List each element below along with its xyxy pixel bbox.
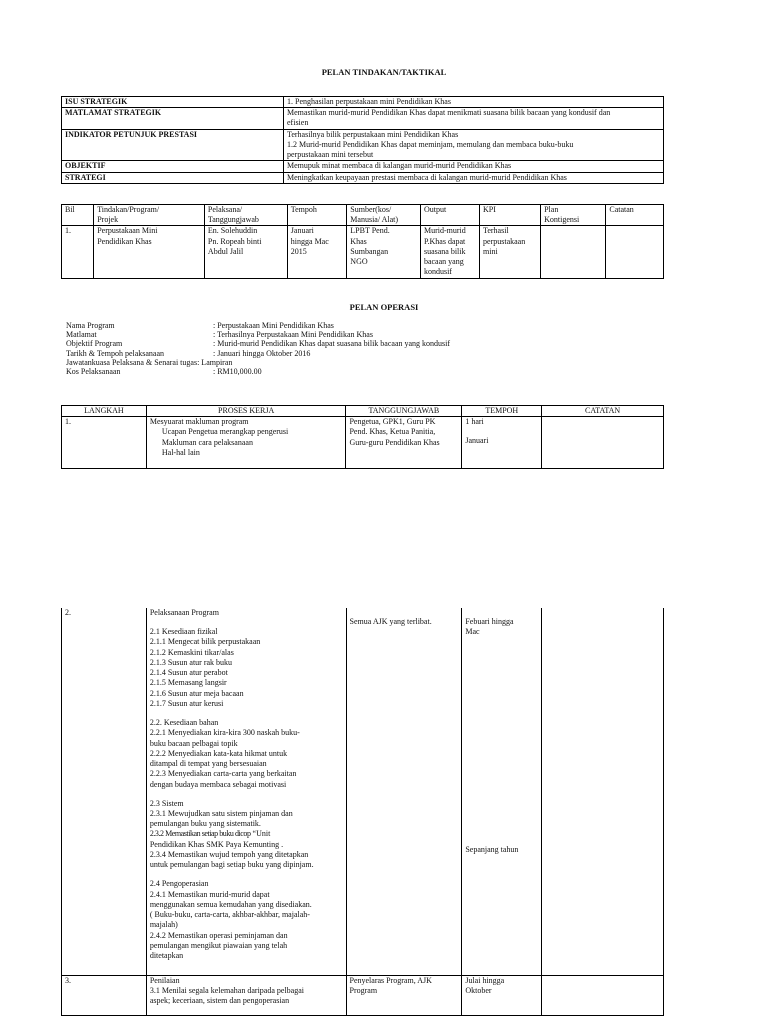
responsibility-line: Penyelaras Program, AJK [349,975,432,985]
strategic-value [284,108,664,129]
process-line: Mesyuarat makluman program [149,417,249,427]
strategic-value [284,97,664,108]
header-line: Kontigensi [544,215,580,225]
process-line: Pendidikan Khas SMK Paya Kemunting . [149,839,284,849]
action-header-cell [287,205,347,226]
info-label: Kos Pelaksanaan [66,367,121,377]
process-line: majalah) [149,920,178,930]
header-line: Catatan [609,205,634,214]
strategic-value [284,172,664,183]
responsibility-line: Semua AJK yang terlibat. [349,617,432,626]
strategic-row [62,161,664,172]
strategic-row [62,129,664,161]
info-row [66,358,450,367]
process-line-compressed: 2.3.2 Memastikan setiap buku dicop [149,829,251,839]
cell-line: perpustakaan [483,236,526,246]
table-row [62,226,664,278]
responsibility-line: Program [349,985,378,995]
operation-table-continued [61,608,664,1016]
info-row [66,321,450,330]
cell-line: NGO [350,257,368,267]
step-duration [462,417,542,469]
strategic-value [284,161,664,172]
action-cell [347,226,421,278]
header-line: Output [423,205,447,214]
step-number: 3. [62,975,147,1015]
strategic-table [61,96,664,184]
action-cell [541,226,606,278]
step-notes [542,608,664,975]
step-notes [542,417,664,469]
cell-line: Abdul Jalil [207,246,244,256]
process-line: 2.3.4 Memastikan wujud tempoh yang ditetapkan [149,849,309,859]
process-line: 2.1.2 Kemaskini tikar/alas [149,647,234,657]
info-value: : RM10,000.00 [213,367,262,377]
duration-line: 1 hari [465,417,484,427]
responsibility-line: Pengetua, GPK1, Guru PK [349,417,436,427]
process-line: 2.2.2 Menyediakan kata-kata hikmat untuk [149,748,288,758]
header-line: Projek [97,215,119,225]
strategic-value-line: 1. Penghasilan perpustakaan mini Pendidikan Khas [287,97,451,106]
process-line: untuk pemulangan bagi setiap buku yang dipinjam. [149,860,314,870]
info-label: Tarikh & Tempoh pelaksanaan [66,348,165,358]
process-line: 2.1.7 Susun atur kerusi [149,698,224,708]
info-value: : Januari hingga Oktober 2016 [213,348,311,358]
step-responsibility [346,975,462,1015]
step-process [146,608,346,975]
action-cell [420,226,479,278]
table-row [62,417,664,469]
info-row [66,339,450,348]
cell-line: suasana bilik [423,246,466,256]
strategic-row [62,108,664,129]
strategic-value-line: efisien [287,118,309,128]
info-value: : Perpustakaan Mini Pendidikan Khas [213,321,334,330]
cell-line: Terhasil [483,226,509,236]
step-duration [462,608,542,975]
action-cell [606,226,664,278]
cell-line: En. Solehuddin [207,226,258,236]
header-line: Bil [65,205,75,214]
cell-line: hingga Mac [290,236,329,246]
operation-header-cell: CATATAN [542,406,664,417]
action-header-cell [606,205,664,226]
action-cell [480,226,541,278]
info-label: Jawatankuasa Pelaksana & Senarai tugas [66,357,198,367]
strategic-label: ISU STRATEGIK [62,97,284,108]
strategic-label: OBJEKTIF [62,161,284,172]
program-info [66,321,450,376]
action-cell [62,226,94,278]
process-line: Makluman cara pelaksanaan [161,437,253,447]
cell-line: Sumbangan [350,246,389,256]
table-row [62,608,664,975]
step-number: 2. [62,608,147,975]
header-line: KPI [483,205,496,214]
strategic-value [284,129,664,161]
duration-line: Mac [465,627,480,637]
process-line: 2.1 Kesediaan fizikal [149,627,218,637]
action-cell [204,226,287,278]
step-duration [462,975,542,1015]
step-number: 1. [62,417,147,469]
step-responsibility [346,417,462,469]
info-row [66,330,450,339]
cell-line: mini [483,246,498,256]
action-header-cell [62,205,94,226]
strategic-value-line: Memupuk minat membaca di kalangan murid-murid Pendidikan Khas [287,161,512,171]
cell-line: kondusif [423,267,452,277]
action-plan-table [61,204,664,279]
duration-line: Oktober [465,985,492,995]
action-header-cell [480,205,541,226]
responsibility-line: Guru-guru Pendidikan Khas [349,437,440,447]
strategic-label: INDIKATOR PETUNJUK PRESTASI [62,129,284,161]
header-line: Pelaksana/ [207,205,243,214]
process-line: dengan budaya membaca sebagai motivasi [149,779,287,789]
process-line: Ucapan Pengetua merangkap pengerusi [161,427,289,437]
header-line: Plan [544,205,559,214]
cell-line: Murid-murid [423,226,466,236]
process-line: 2.1.1 Mengecat bilik perpustakaan [149,637,261,647]
strategic-row [62,97,664,108]
cell-line: P.Khas dapat [423,236,466,246]
duration-line: Januari [465,436,489,446]
strategic-value-line: Memastikan murid-murid Pendidikan Khas dapat menikmati suasana bilik bacaan yang kondusif dan [287,108,611,118]
header-line: Tindakan/Program/ [97,205,160,214]
process-line: “Unit [252,829,271,839]
duration-line: Sepanjang tahun [465,845,519,855]
process-line: 2.1.6 Susun atur meja bacaan [149,688,244,698]
process-line: 2.4 Pengoperasian [149,879,209,889]
process-line: 3.1 Menilai segala kelemahan daripada pelbagai [149,985,304,995]
action-header-cell [204,205,287,226]
strategic-value-line: Terhasilnya bilik perpustakaan mini Pendidikan Khas [287,129,459,139]
process-line: aspek; keceriaan, sistem dan pengoperasian [149,995,290,1005]
process-line: menggunakan semua kemudahan yang disediakan. [149,899,312,909]
info-row [66,349,450,358]
step-process [146,417,346,469]
info-value: : Terhasilnya Perpustakaan Mini Pendidikan Khas [213,330,373,340]
info-label: Matlamat [66,330,97,340]
strategic-value-line: 1.2 Murid-murid Pendidikan Khas dapat meminjam, memulang dan membaca buku-buku [287,139,574,149]
step-responsibility [346,608,462,975]
strategic-value-line: perpustakaan mini tersebut [287,150,374,160]
operation-table-top [61,405,664,469]
process-line: pemulangan mengikut piawaian yang telah [149,940,288,950]
process-line: Penilaian [149,975,180,985]
step-process [146,975,346,1015]
process-heading: Pelaksanaan Program [149,608,219,617]
operation-plan-title: PELAN OPERASI [349,302,419,312]
action-cell [94,226,205,278]
duration-line: Julai hingga [465,975,505,985]
cell-line: LPBT Pend. [350,226,390,236]
cell-line: 2015 [290,246,307,256]
operation-header-cell: TEMPOH [462,406,542,417]
process-line: buku bacaan pelbagai topik [149,738,238,748]
action-header-cell [420,205,479,226]
header-line: Manusia/ Alat) [350,215,399,225]
operation-header-cell: LANGKAH [62,406,147,417]
info-row [66,367,450,376]
process-line: Hal-hal lain [161,447,200,457]
cell-line: Pn. Ropeah binti [207,236,262,246]
action-cell [287,226,347,278]
action-header-cell [347,205,421,226]
header-line: Sumber(kos/ [350,205,392,214]
cell-line: Pendidikan Khas [97,236,152,246]
info-value: : Murid-murid Pendidikan Khas dapat suasana bilik bacaan yang kondusif [213,339,451,349]
strategic-value-line: Meningkatkan keupayaan prestasi membaca di kalangan murid-murid Pendidikan Khas [287,172,567,182]
process-line: 2.1.4 Susun atur perabot [149,668,228,678]
tactical-plan-title: PELAN TINDAKAN/TAKTIKAL [321,67,447,77]
info-label: Objektif Program [66,339,123,349]
process-line: 2.2. Kesediaan bahan [149,718,219,728]
process-line: 2.1.3 Susun atur rak buku [149,657,233,667]
action-header-cell [94,205,205,226]
cell-line: 1. [65,226,71,236]
cell-line: Perpustakaan Mini [97,226,158,236]
process-line: ditampal di tempat yang bersesuaian [149,759,267,769]
action-header-cell [541,205,606,226]
responsibility-line: Pend. Khas, Ketua Panitia, [349,427,436,437]
process-line: ( Buku-buku, carta-carta, akhbar-akhbar, majalah- [149,910,310,920]
process-line: ditetapkan [149,951,184,961]
operation-header-cell: PROSES KERJA [146,406,346,417]
cell-line: Januari [290,226,314,236]
strategic-row [62,172,664,183]
cell-line: bacaan yang [423,257,464,267]
process-line: 2.3.1 Mewujudkan satu sistem pinjaman dan [149,808,293,818]
header-line: Tempoh [290,205,317,214]
info-label: Nama Program [66,321,115,330]
process-line: 2.3 Sistem [149,798,184,808]
process-line: 2.1.5 Memasang langsir [149,678,227,688]
strategic-label: STRATEGI [62,172,284,183]
process-line: 2.4.2 Memastikan operasi peminjaman dan [149,930,288,940]
info-value: : Lampiran [197,357,233,367]
process-line: 2.2.1 Menyediakan kira-kira 300 naskah buku- [149,728,300,738]
duration-line: Febuari hingga [465,617,514,626]
process-line: pemulangan buku yang sistematik. [149,819,261,829]
operation-header-cell: TANGGUNGJAWAB [346,406,462,417]
process-line: 2.4.1 Memastikan murid-murid dapat [149,889,270,899]
table-row [62,975,664,1015]
step-notes [542,975,664,1015]
strategic-label: MATLAMAT STRATEGIK [62,108,284,129]
header-line: Tanggungjawab [207,215,259,225]
process-line: 2.2.3 Menyediakan carta-carta yang berkaitan [149,769,297,779]
cell-line: Khas [350,236,367,246]
